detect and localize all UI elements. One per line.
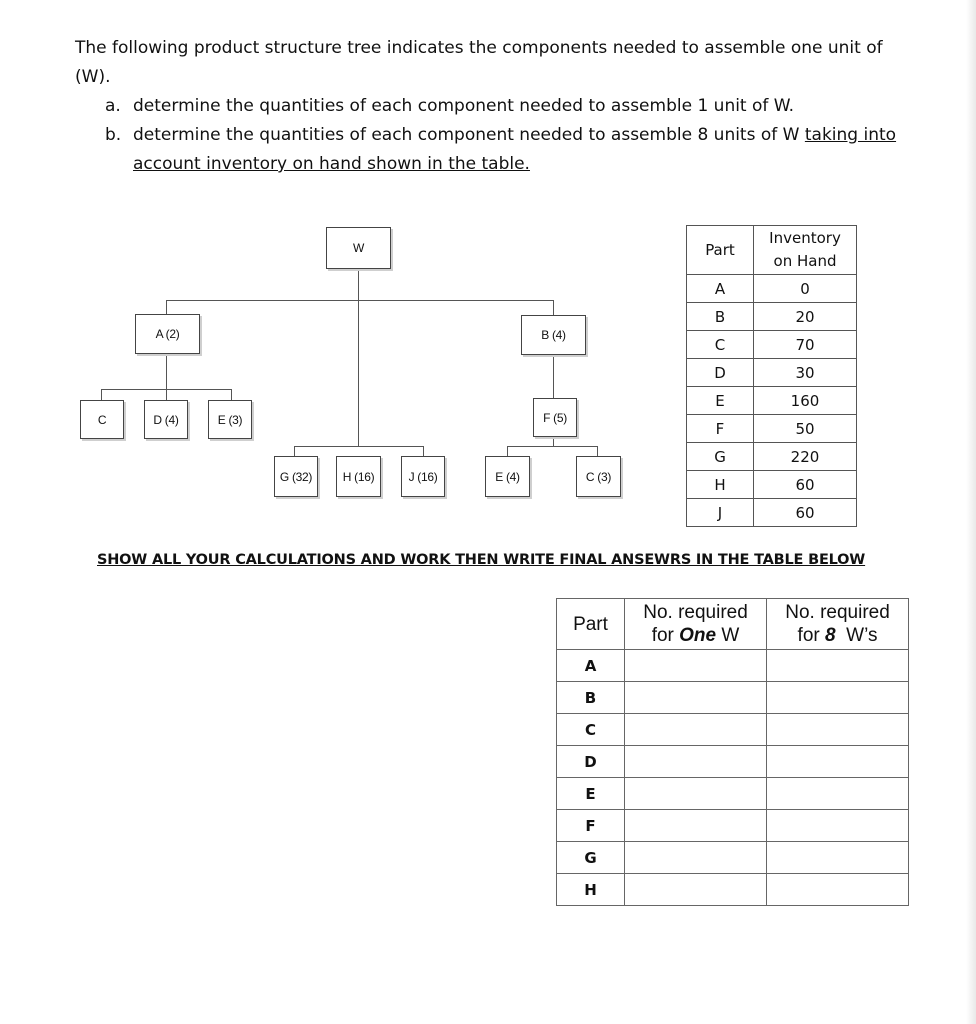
inventory-qty-cell: 70	[754, 331, 857, 359]
answer-one-w-cell[interactable]	[625, 842, 767, 874]
inventory-qty-cell: 60	[754, 499, 857, 527]
inventory-part-cell: B	[687, 303, 754, 331]
question-text	[75, 34, 915, 179]
answer-header-one-prefix: for	[651, 625, 680, 646]
answer-header-one-emph: One	[679, 625, 717, 646]
tree-node-f	[533, 398, 577, 437]
answer-eight-w-cell[interactable]	[767, 810, 909, 842]
page-edge-shadow	[966, 0, 976, 1024]
answer-part-cell: D	[557, 746, 625, 778]
tree-line	[553, 300, 554, 316]
table-row	[557, 810, 909, 842]
tree-node-b	[521, 315, 586, 355]
question-item-a	[75, 92, 915, 121]
table-row	[557, 842, 909, 874]
answer-part-cell: A	[557, 650, 625, 682]
inventory-part-cell: E	[687, 387, 754, 415]
item-a-text: determine the quantities of each component needed to assemble 1 unit of W.	[133, 96, 795, 116]
answer-one-w-cell[interactable]	[625, 682, 767, 714]
item-b-underlined-text: taking into account inventory on hand shown in the table.	[133, 125, 897, 174]
answer-eight-w-cell[interactable]	[767, 778, 909, 810]
inventory-header-line1: Inventory	[769, 229, 841, 247]
instruction-heading: SHOW ALL YOUR CALCULATIONS AND WORK THEN WRITE FINAL ANSEWRS IN THE TABLE BELOW	[97, 552, 866, 568]
answer-header-eight-prefix: for	[797, 625, 825, 646]
inventory-part-cell: J	[687, 499, 754, 527]
tree-node-g	[274, 456, 318, 497]
tree-node-label: D (4)	[153, 412, 179, 427]
item-b-letter: b.	[105, 125, 122, 145]
item-b-text: determine the quantities of each component needed to assemble 8 units of W	[133, 125, 805, 145]
tree-node-label: F (5)	[543, 410, 567, 425]
tree-node-label: J (16)	[408, 469, 438, 484]
table-row	[557, 682, 909, 714]
tree-node-d	[144, 400, 188, 439]
table-row	[557, 874, 909, 906]
answer-part-cell: E	[557, 778, 625, 810]
tree-node-label: E (4)	[495, 469, 520, 484]
tree-node-label: H (16)	[342, 469, 375, 484]
table-row	[557, 778, 909, 810]
table-row	[687, 443, 857, 471]
table-row	[687, 303, 857, 331]
answer-one-w-cell[interactable]	[625, 874, 767, 906]
answer-header-eight-emph: 8	[825, 625, 836, 646]
inventory-qty-cell: 50	[754, 415, 857, 443]
inventory-qty-cell: 220	[754, 443, 857, 471]
answer-part-cell: F	[557, 810, 625, 842]
tree-node-c-under-f	[576, 456, 621, 497]
inventory-part-cell: F	[687, 415, 754, 443]
answer-part-cell: H	[557, 874, 625, 906]
inventory-qty-cell: 30	[754, 359, 857, 387]
answer-header-one-suffix: W	[716, 625, 740, 646]
answer-header-row	[557, 599, 909, 650]
table-row	[687, 499, 857, 527]
inventory-qty-cell: 20	[754, 303, 857, 331]
tree-node-e-under-f	[485, 456, 530, 497]
table-row	[687, 415, 857, 443]
inventory-qty-cell: 60	[754, 471, 857, 499]
tree-node-c	[80, 400, 124, 439]
answer-eight-w-cell[interactable]	[767, 874, 909, 906]
table-row	[687, 471, 857, 499]
tree-node-label: A (2)	[155, 327, 180, 341]
answer-header-eight-line1: No. required	[785, 602, 890, 623]
tree-node-j	[401, 456, 445, 497]
inventory-header-on-hand	[754, 226, 857, 275]
tree-line	[553, 354, 554, 399]
answer-part-cell: B	[557, 682, 625, 714]
tree-node-label: W	[352, 241, 365, 255]
item-a-letter: a.	[105, 96, 121, 116]
intro-paragraph: The following product structure tree indicates the components needed to assemble one unit of (W).	[75, 38, 883, 87]
answer-one-w-cell[interactable]	[625, 778, 767, 810]
inventory-part-cell: A	[687, 275, 754, 303]
inventory-part-cell: C	[687, 331, 754, 359]
inventory-header-line2: on Hand	[773, 252, 837, 270]
table-row	[687, 387, 857, 415]
table-row	[557, 714, 909, 746]
inventory-part-cell: H	[687, 471, 754, 499]
table-row	[557, 746, 909, 778]
question-item-b	[75, 121, 915, 179]
tree-node-label: B (4)	[541, 328, 566, 342]
tree-node-a	[135, 314, 200, 354]
tree-line	[358, 268, 359, 447]
answer-header-eight-w	[767, 599, 909, 650]
answer-one-w-cell[interactable]	[625, 746, 767, 778]
inventory-part-cell: D	[687, 359, 754, 387]
answer-one-w-cell[interactable]	[625, 810, 767, 842]
answer-header-one-line1: No. required	[643, 602, 748, 623]
answer-one-w-cell[interactable]	[625, 714, 767, 746]
answer-eight-w-cell[interactable]	[767, 714, 909, 746]
answer-header-part: Part	[557, 599, 625, 650]
tree-line	[166, 300, 554, 301]
answer-part-cell: G	[557, 842, 625, 874]
inventory-header-row	[687, 226, 857, 275]
tree-node-label: G (32)	[279, 469, 313, 484]
tree-node-w	[326, 227, 391, 269]
answer-header-eight-suffix: W’s	[835, 625, 878, 646]
table-row	[687, 331, 857, 359]
answer-eight-w-cell[interactable]	[767, 842, 909, 874]
table-row	[557, 650, 909, 682]
tree-node-label: C (3)	[585, 469, 612, 484]
table-row	[687, 275, 857, 303]
tree-node-h	[336, 456, 381, 497]
answer-part-cell: C	[557, 714, 625, 746]
answer-table	[556, 598, 909, 906]
answer-one-w-cell[interactable]	[625, 650, 767, 682]
table-row	[687, 359, 857, 387]
inventory-qty-cell: 160	[754, 387, 857, 415]
answer-eight-w-cell[interactable]	[767, 682, 909, 714]
answer-eight-w-cell[interactable]	[767, 746, 909, 778]
inventory-part-cell: G	[687, 443, 754, 471]
tree-line	[507, 446, 598, 447]
inventory-header-part: Part	[687, 226, 754, 275]
inventory-qty-cell: 0	[754, 275, 857, 303]
tree-node-label: C	[97, 412, 107, 427]
answer-eight-w-cell[interactable]	[767, 650, 909, 682]
tree-line	[166, 300, 167, 314]
answer-header-one-w	[625, 599, 767, 650]
tree-node-e	[208, 400, 252, 439]
tree-line	[294, 446, 424, 447]
tree-line	[166, 354, 167, 389]
inventory-table	[686, 225, 857, 527]
tree-node-label: E (3)	[217, 412, 243, 427]
